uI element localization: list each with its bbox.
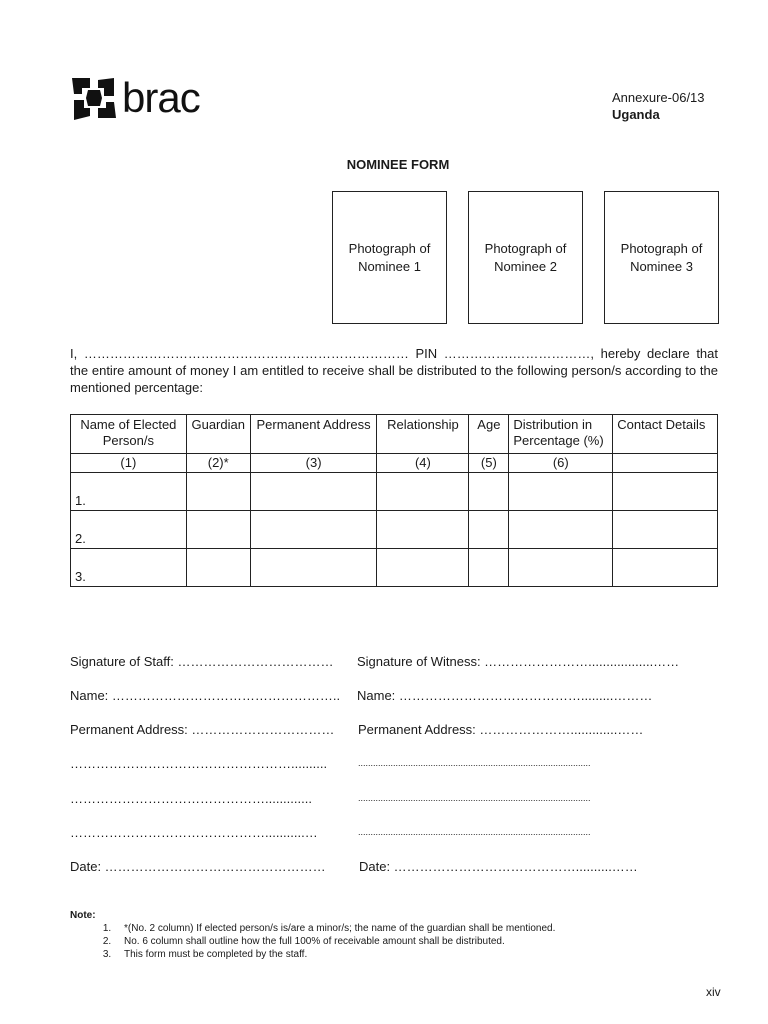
photo-label-line1: Photograph of [484,240,567,256]
declaration-text: I, ………………………………………………………………… PIN …………….………………, hereby declare that the entire amount of money I am entitled to receive shall be distributed to the following person/s according to the mentioned percentage: [70,346,718,395]
photo-box-nominee-2[interactable] [468,191,583,324]
column-number [613,454,718,473]
staff-signature-field[interactable]: Signature of Staff: ……………………………… [70,654,334,669]
age-cell[interactable] [469,511,509,549]
page-number: xiv [706,985,721,999]
logo-wordmark: brac [122,74,200,121]
table-row [71,511,718,549]
address-cell[interactable] [250,473,377,511]
distribution-cell[interactable] [509,549,613,587]
country-label: Uganda [612,107,660,122]
notes-list [70,922,555,961]
contact-cell[interactable] [613,473,718,511]
annexure-label: Annexure-06/13 [612,90,705,105]
photo-label-line1: Photograph of [620,240,703,256]
address-cell[interactable] [250,511,377,549]
witness-date-field[interactable]: Date: ……………………………………..........…… [359,859,638,874]
distribution-cell[interactable] [509,473,613,511]
column-number: (6) [509,454,613,473]
witness-name-field[interactable]: Name: …………………………………….........……… [357,688,653,703]
age-cell[interactable] [469,473,509,511]
column-number: (5) [469,454,509,473]
row-number-cell[interactable]: 3. [71,549,187,587]
relationship-cell[interactable] [377,549,469,587]
photo-label-line1: Photograph of [348,240,431,256]
guardian-cell[interactable] [186,473,250,511]
column-number: (1) [71,454,187,473]
photo-label-line2: Nominee 1 [358,258,421,274]
column-number: (2)* [186,454,250,473]
notes-heading: Note: [70,910,96,921]
note-item: 2. No. 6 column shall outline how the full 100% of receivable amount shall be distributed. [114,935,555,948]
contact-cell[interactable] [613,511,718,549]
staff-address-line-1[interactable]: …………………………………………….......... [70,756,328,771]
form-title: NOMINEE FORM [346,157,450,172]
column-header: Distribution in Percentage (%) [509,415,613,454]
witness-address-line-1[interactable]: ............................................................................................. [358,758,591,768]
row-number-cell[interactable]: 1. [71,473,187,511]
witness-address-field[interactable]: Permanent Address: ………………….............…… [358,722,644,737]
column-number: (3) [250,454,377,473]
photo-box-nominee-1[interactable] [332,191,447,324]
relationship-cell[interactable] [377,511,469,549]
address-cell[interactable] [250,549,377,587]
brac-logo [70,74,200,122]
contact-cell[interactable] [613,549,718,587]
notes-section [70,909,555,961]
table-header-row [71,415,718,454]
staff-address-field[interactable]: Permanent Address: …………………………… [70,722,335,737]
distribution-cell[interactable] [509,511,613,549]
staff-address-line-2[interactable]: ………………………………………............. [70,791,312,806]
column-header: Contact Details [613,415,718,454]
age-cell[interactable] [469,549,509,587]
column-header: Permanent Address [250,415,377,454]
staff-date-field[interactable]: Date: …………………………………………… [70,859,326,874]
column-header: Age [469,415,509,454]
relationship-cell[interactable] [377,473,469,511]
witness-address-line-3[interactable]: ............................................................................................. [358,827,591,837]
note-item: 1. *(No. 2 column) If elected person/s is/are a minor/s; the name of the guardian shall be mentioned. [114,922,555,935]
table-row [71,549,718,587]
row-number-cell[interactable]: 2. [71,511,187,549]
nominee-table [70,414,718,587]
photo-box-nominee-3[interactable] [604,191,719,324]
table-row [71,473,718,511]
brac-logo-icon [70,74,118,122]
column-header: Guardian [186,415,250,454]
guardian-cell[interactable] [186,549,250,587]
column-header: Name of Elected Person/s [71,415,187,454]
note-item: 3. This form must be completed by the staff. [114,948,555,961]
photo-label-line2: Nominee 2 [494,258,557,274]
annexure-block [612,89,705,123]
column-header: Relationship [377,415,469,454]
column-number-row [71,454,718,473]
staff-name-field[interactable]: Name: …………………………………………….. [70,688,341,703]
column-number: (4) [377,454,469,473]
guardian-cell[interactable] [186,511,250,549]
staff-address-line-3[interactable]: ………………………………………...........… [70,825,318,840]
photo-label-line2: Nominee 3 [630,258,693,274]
witness-address-line-2[interactable]: ............................................................................................. [358,793,591,803]
witness-signature-field[interactable]: Signature of Witness: ……………………..................…… [357,654,680,669]
